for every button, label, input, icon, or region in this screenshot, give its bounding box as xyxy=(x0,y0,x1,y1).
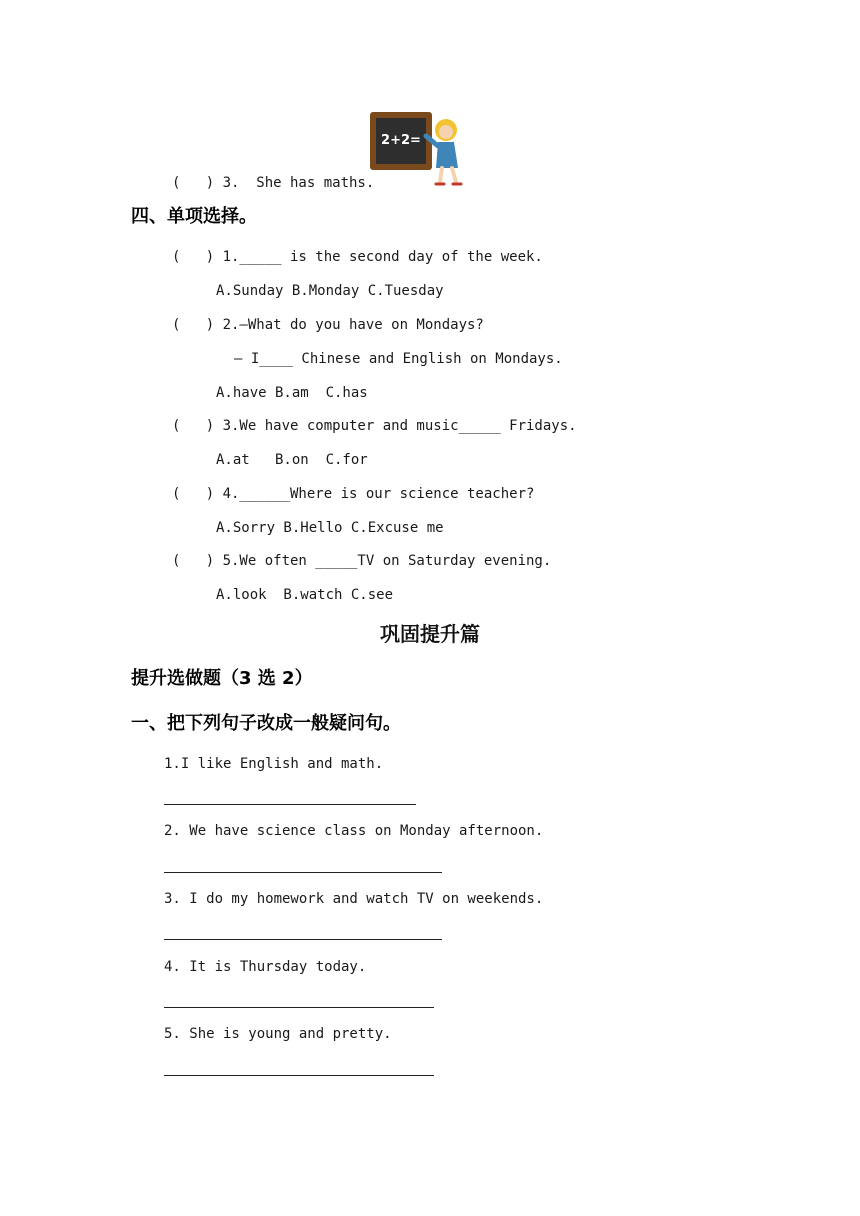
answer-line-3[interactable] xyxy=(164,939,442,940)
teacher-legs xyxy=(440,168,456,182)
mc-options-4: A.Sorry B.Hello C.Excuse me xyxy=(216,520,444,536)
mc-question-2-reply: — I____ Chinese and English on Mondays. xyxy=(234,351,563,367)
answer-line-4[interactable] xyxy=(164,1007,434,1008)
mc-question-3: ( ) 3.We have computer and music_____ Fridays. xyxy=(172,418,577,434)
mc-question-5: ( ) 5.We often _____TV on Saturday evening. xyxy=(172,553,552,569)
rewrite-item-1: 1.I like English and math. xyxy=(164,756,384,772)
answer-line-2[interactable] xyxy=(164,872,442,873)
mc-options-3: A.at B.on C.for xyxy=(216,452,368,468)
mc-question-4: ( ) 4.______Where is our science teacher? xyxy=(172,486,535,502)
mc-options-1: A.Sunday B.Monday C.Tuesday xyxy=(216,283,444,299)
rewrite-item-3: 3. I do my homework and watch TV on weekends. xyxy=(164,891,544,907)
rewrite-item-5: 5. She is young and pretty. xyxy=(164,1026,392,1042)
teacher-chalkboard-illustration xyxy=(368,106,468,188)
mc-question-2: ( ) 2.—What do you have on Mondays? xyxy=(172,317,484,333)
optional-heading: 提升选做题（3 选 2） xyxy=(131,668,313,689)
picture-question-3: ( ) 3. She has maths. xyxy=(172,175,375,191)
mc-options-2: A.have B.am C.has xyxy=(216,385,368,401)
rewrite-item-2: 2. We have science class on Monday afternoon. xyxy=(164,823,544,839)
section-4-heading: 四、单项选择。 xyxy=(131,206,257,227)
mc-question-1: ( ) 1._____ is the second day of the week. xyxy=(172,249,543,265)
answer-line-1[interactable] xyxy=(164,804,416,805)
section-1-heading: 一、把下列句子改成一般疑问句。 xyxy=(131,713,401,734)
part-title: 巩固提升篇 xyxy=(380,622,480,646)
chalkboard-text: 2+2= xyxy=(381,133,421,148)
mc-options-5: A.look B.watch C.see xyxy=(216,587,394,603)
teacher-face xyxy=(439,125,453,139)
rewrite-item-4: 4. It is Thursday today. xyxy=(164,959,367,975)
answer-line-5[interactable] xyxy=(164,1075,434,1076)
